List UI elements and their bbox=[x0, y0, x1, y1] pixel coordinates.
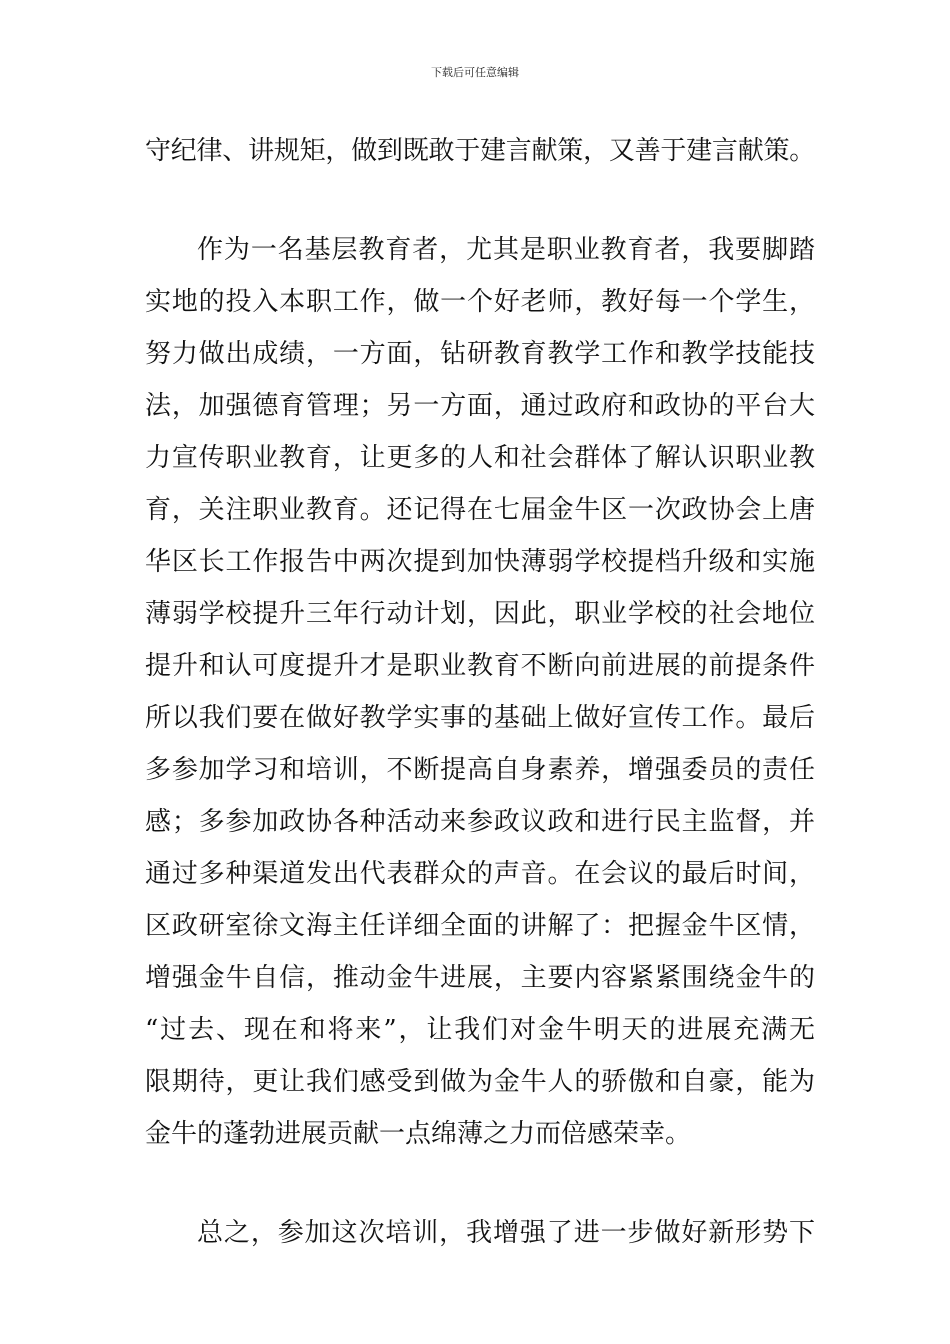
paragraph-2-line-18: 金牛的蓬勃进展贡献一点绵薄之力而倍感荣幸。 bbox=[145, 1119, 692, 1149]
paragraph-2-line-12: 感；多参加政协各种活动来参政议政和进行民主监督，并 bbox=[145, 807, 815, 837]
paragraph-2-line-1: 作为一名基层教育者，尤其是职业教育者，我要脚踏 bbox=[197, 235, 815, 265]
paragraph-2-line-2: 实地的投入本职工作，做一个好老师，教好每一个学生， bbox=[145, 287, 815, 317]
paragraph-3-line-1: 总之，参加这次培训，我增强了进一步做好新形势下 bbox=[197, 1218, 815, 1248]
paragraph-2-line-11: 多参加学习和培训，不断提高自身素养，增强委员的责任 bbox=[145, 755, 815, 785]
paragraph-2-line-13: 通过多种渠道发出代表群众的声音。在会议的最后时间， bbox=[145, 859, 815, 889]
paragraph-2-line-17: 限期待，更让我们感受到做为金牛人的骄傲和自豪，能为 bbox=[145, 1067, 815, 1097]
paragraph-2-line-7: 华区长工作报告中两次提到加快薄弱学校提档升级和实施 bbox=[145, 547, 815, 577]
paragraph-2-line-8: 薄弱学校提升三年行动计划，因此，职业学校的社会地位 bbox=[145, 599, 815, 629]
paragraph-2-line-5: 力宣传职业教育，让更多的人和社会群体了解认识职业教 bbox=[145, 443, 815, 473]
page-header-note: 下载后可任意编辑 bbox=[431, 66, 519, 79]
paragraph-2-line-3: 努力做出成绩，一方面，钻研教育教学工作和教学技能技 bbox=[145, 339, 815, 369]
paragraph-2-line-4: 法，加强德育管理；另一方面，通过政府和政协的平台大 bbox=[145, 391, 815, 421]
paragraph-2-line-10: 所以我们要在做好教学实事的基础上做好宣传工作。最后 bbox=[145, 703, 815, 733]
paragraph-2-line-6: 育，关注职业教育。还记得在七届金牛区一次政协会上唐 bbox=[145, 495, 815, 525]
paragraph-2-line-16: “过去、现在和将来”，让我们对金牛明天的进展充满无 bbox=[145, 1015, 815, 1045]
paragraph-2-line-9: 提升和认可度提升才是职业教育不断向前进展的前提条件 bbox=[145, 651, 815, 681]
paragraph-2-line-14: 区政研室徐文海主任详细全面的讲解了：把握金牛区情， bbox=[145, 911, 815, 941]
paragraph-2-line-15: 增强金牛自信，推动金牛进展，主要内容紧紧围绕金牛的 bbox=[145, 963, 815, 993]
paragraph-1-line-1: 守纪律、讲规矩，做到既敢于建言献策，又善于建言献策。 bbox=[145, 136, 815, 166]
